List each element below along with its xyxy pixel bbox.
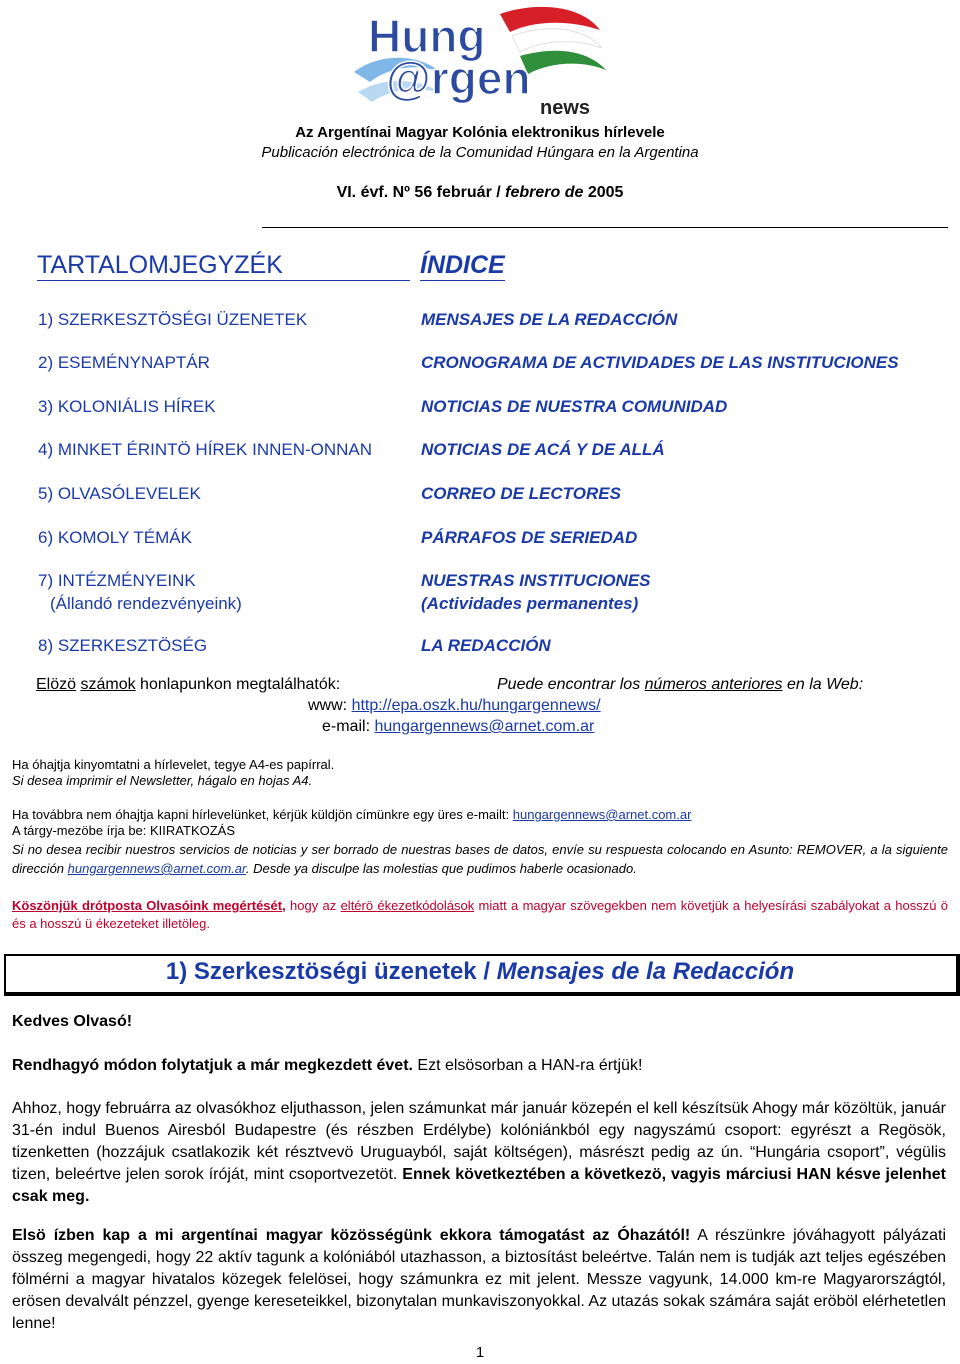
toc-item-2-es[interactable]: CRONOGRAMA DE ACTIVIDADES DE LAS INSTITUCIONES — [421, 353, 899, 372]
archive-es-a: Puede encontrar los — [497, 676, 645, 693]
toc-item-4-es[interactable]: NOTICIAS DE ACÁ Y DE ALLÁ — [421, 440, 665, 459]
archive-es-b: números anteriores — [644, 676, 783, 693]
archive-text-es — [497, 676, 863, 694]
p3-bold: Elsö ízben kap a mi argentínai magyar közösségünk ekkora támogatást az Óhazától! — [12, 1227, 691, 1244]
toc-item-1-es[interactable]: MENSAJES DE LA REDACCIÓN — [421, 310, 678, 329]
thanks-d: miatt a magyar szövegekben nem követjük a helyesírási szabályokat a hosszú ö és a hosszú ü ékezeteket illetöleg. — [12, 898, 948, 931]
archive-text-hu — [36, 676, 340, 694]
toc-item-4-hu[interactable]: 4) MINKET ÉRINTÖ HÍREK INNEN-ONNAN — [38, 440, 373, 459]
letter-paragraph-3 — [12, 1225, 946, 1335]
toc-heading-hu: TARTALOMJEGYZÉK — [37, 250, 410, 281]
p1-rest: Ezt elsösorban a HAN-ra értjük! — [412, 1057, 643, 1074]
toc-item-3-hu[interactable]: 3) KOLONIÁLIS HÍREK — [38, 397, 216, 416]
toc-item-7-sub-es: (Actividades permanentes) — [421, 594, 639, 613]
section-1-title-es: Mensajes de la Redacción — [496, 958, 795, 985]
newsletter-title-es: Publicación electrónica de la Comunidad Húngara en la Argentina — [261, 144, 699, 161]
toc-item-8-hu[interactable]: 8) SZERKESZTÖSÉG — [38, 636, 208, 655]
issue-line — [0, 184, 960, 202]
issue-year: 2005 — [583, 184, 624, 201]
print-notice-hu: Ha óhajtja kinyomtatni a hírlevelet, tegye A4-es papírral. — [12, 757, 335, 772]
toc-item-8-es[interactable]: LA REDACCIÓN — [421, 636, 551, 655]
toc-item-1-hu[interactable]: 1) SZERKESZTÖSÉGI ÜZENETEK — [38, 310, 308, 329]
toc-item-5-es[interactable]: CORREO DE LECTORES — [421, 484, 621, 503]
toc-heading-es: ÍNDICE — [420, 251, 505, 279]
unsubscribe-hu-text: Ha továbbra nem óhajtja kapni hírlevelünket, kérjük küldjön címünkre egy üres e-mailt: — [12, 807, 513, 822]
hungargen-news-logo — [350, 2, 612, 118]
archive-hu-c: honlapunkon megtalálhatók: — [135, 676, 341, 693]
toc-item-2-hu[interactable]: 2) ESEMÉNYNAPTÁR — [38, 353, 210, 372]
archive-www — [308, 697, 601, 715]
unsubscribe-es-email-link[interactable]: hungargennews@arnet.com.ar — [67, 861, 246, 876]
thanks-b: hogy az — [285, 898, 341, 913]
p3-rest: A részünkre jóváhagyott pályázati összeg megengedi, hogy 22 aktív tagunk a kolóniából utazhasson, a biztosítást beleértve. Talán nem is tudják azt teljes egészében fölmérni a magyar hivatalos közegek felelösei, hogy számunkra ez mit jelent. Messze vagyunk, 14.000 km-re Magyarországtól, erösen devalvált pénzzel, gyenge kereseteikkel, bizonytalan munkaviszonyokkal. Az utazás sokak számára saját eröböl elérhetetlen lenne! — [12, 1227, 947, 1332]
archive-hu-b: számok — [80, 676, 136, 693]
thanks-notice — [12, 897, 948, 933]
unsubscribe-hu — [12, 807, 948, 822]
unsubscribe-subject: A tárgy-mezöbe írja be: KIIRATKOZÁS — [12, 823, 236, 838]
letter-paragraph-1 — [12, 1055, 946, 1077]
print-notice-es: Si desea imprimir el Newsletter, hágalo en hojas A4. — [12, 773, 313, 788]
logo-news-text: news — [540, 97, 591, 118]
toc-item-3-es[interactable]: NOTICIAS DE NUESTRA COMUNIDAD — [421, 397, 728, 416]
toc-item-7-es[interactable]: NUESTRAS INSTITUCIONES — [421, 571, 651, 590]
archive-es-c: en la Web: — [782, 676, 864, 693]
www-label: www: — [308, 697, 352, 714]
unsubscribe-es — [12, 840, 948, 878]
toc-item-6-es[interactable]: PÁRRAFOS DE SERIEDAD — [421, 528, 638, 547]
toc-item-5-hu[interactable]: 5) OLVASÓLEVELEK — [38, 484, 201, 503]
p2-bold: Ennek következtében a következö, vagyis márciusi HAN késve jelenhet csak meg. — [12, 1166, 946, 1205]
toc-item-7-sub-hu: (Állandó rendezvényeink) — [50, 594, 242, 613]
toc-item-7-hu[interactable]: 7) INTÉZMÉNYEINK — [38, 571, 196, 590]
www-link[interactable]: http://epa.oszk.hu/hungargennews/ — [351, 697, 601, 714]
header-divider — [262, 227, 948, 228]
email-label: e-mail: — [322, 718, 375, 735]
section-1-title — [0, 958, 960, 986]
issue-text: VI. évf. Nº 56 február / — [336, 184, 506, 201]
p1-bold: Rendhagyó módon folytatjuk a már megkezdett évet. — [12, 1057, 413, 1074]
page-number: 1 — [475, 1344, 485, 1361]
thanks-c: eltérö ékezetkódolások — [340, 898, 475, 913]
archive-email — [322, 718, 594, 736]
p2-text: Ahhoz, hogy februárra az olvasókhoz eljuthasson, jelen számunkat már január közepén el kell készítsük Ahogy már közöltük, január 31-én indul Buenos Airesból Budapestre (és részben Erdélybe) kolóniánkból egy nagyszámú csoport: egyrészt a Regösök, tizenketten (hozzájuk csatlakozik két résztvevö Uruguayból, saját költségen), másrészt pedig az ún. “Hungária csoport”, végülis tizen, beleértve jelen sorok íróját, mint csoportvezetöt. — [12, 1100, 946, 1183]
letter-paragraph-2 — [12, 1098, 946, 1208]
section-1-title-hu: 1) Szerkesztöségi üzenetek / — [165, 958, 497, 985]
newsletter-title-hu: Az Argentínai Magyar Kolónia elektronikus hírlevele — [295, 124, 665, 141]
email-link[interactable]: hungargennews@arnet.com.ar — [374, 718, 595, 735]
logo-hung-text: Hung — [368, 10, 486, 62]
unsubscribe-email-link[interactable]: hungargennews@arnet.com.ar — [512, 807, 692, 822]
unsubscribe-es-text2: . Desde ya disculpe las molestias que pudimos haberle ocasionado. — [245, 861, 637, 876]
toc-item-6-hu[interactable]: 6) KOMOLY TÉMÁK — [38, 528, 192, 547]
unsubscribe-es-text: Si no desea recibir nuestros servicios de noticias y ser borrado de nuestras bases de datos, envíe su respuesta colocando en Asunto: REMOVER, a la siguiente dirección — [12, 842, 948, 876]
archive-hu-a: Elözö — [36, 676, 77, 693]
thanks-a: Köszönjük drótposta Olvasóink megértését, — [12, 898, 286, 913]
letter-greeting: Kedves Olvasó! — [12, 1013, 133, 1030]
logo-argen-text: @rgen — [386, 52, 531, 104]
issue-text-es: febrero de — [505, 184, 584, 201]
